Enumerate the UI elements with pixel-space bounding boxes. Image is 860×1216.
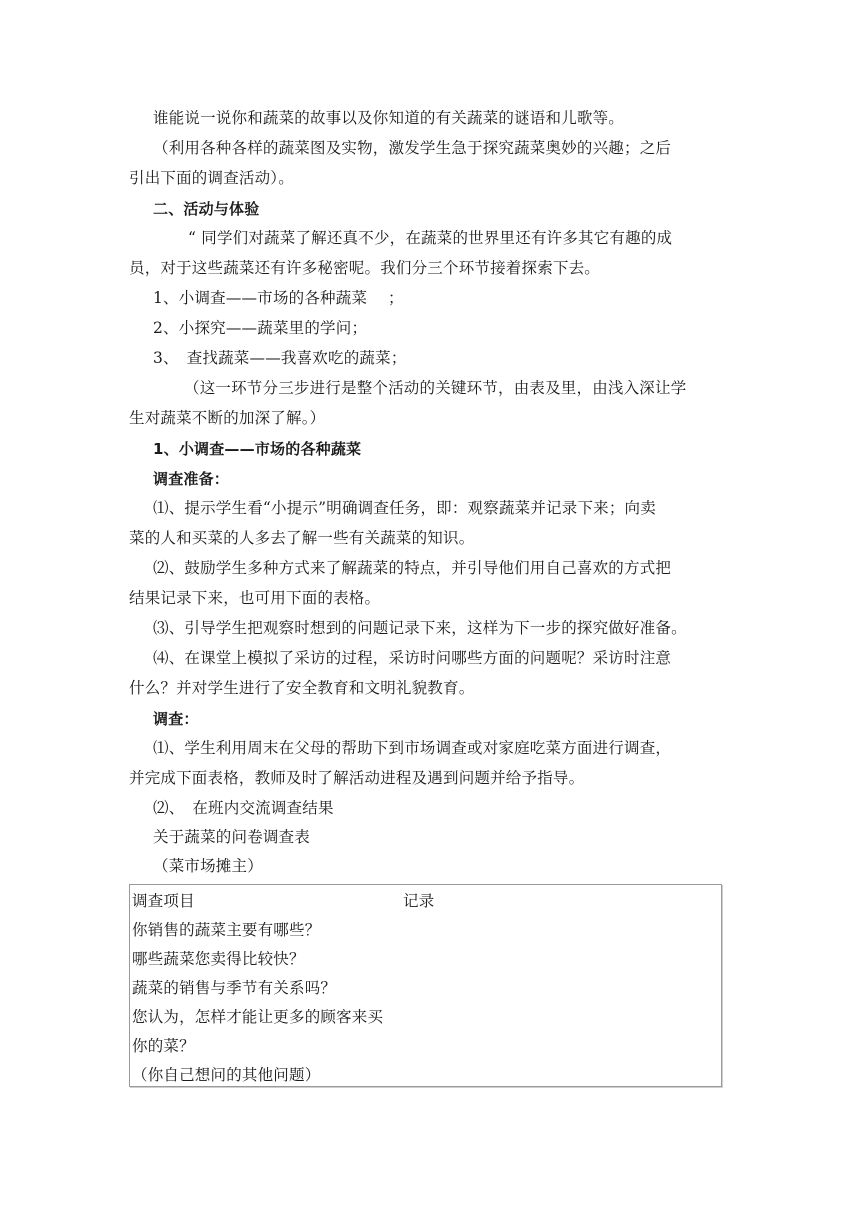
quote-line-2: 员，对于这些蔬菜还有许多秘密呢。我们分三个环节接着探索下去。 — [129, 259, 601, 277]
prep-step-1-line-2: 菜的人和买菜的人多去了解一些有关蔬菜的知识。 — [129, 529, 475, 547]
intro-question: 谁能说一说你和蔬菜的故事以及你知道的有关蔬菜的谜语和儿歌等。 — [153, 109, 625, 127]
prep-step-3: ⑶、引导学生把观察时想到的问题记录下来，这样为下一步的探究做好准备。 — [153, 619, 687, 637]
table-row: 您认为，怎样才能让更多的顾客来买 — [132, 1008, 384, 1026]
prep-step-2-line-2: 结果记录下来，也可用下面的表格。 — [129, 589, 381, 607]
table-header-record: 记录 — [403, 892, 435, 910]
heading-preparation: 调查准备： — [153, 470, 230, 488]
note2-line-2: 生对蔬菜不断的加深了解。） — [129, 409, 326, 427]
survey-step-1-line-2: 并完成下面表格，教师及时了解活动进程及遇到问题并给予指导。 — [129, 769, 585, 787]
survey-step-2: ⑵、 在班内交流调查结果 — [153, 799, 334, 817]
list-item-3: 3、 查找蔬菜——我喜欢吃的蔬菜； — [153, 349, 407, 367]
heading-survey: 调查： — [153, 710, 199, 728]
list-item-2: 2、小探究——蔬菜里的学问； — [153, 319, 368, 337]
table-title: 关于蔬菜的问卷调查表 — [153, 828, 311, 846]
survey-step-1-line-1: ⑴、学生利用周末在父母的帮助下到市场调查或对家庭吃菜方面进行调查， — [153, 739, 672, 757]
table-subtitle: （菜市场摊主） — [153, 857, 263, 875]
table-header-item: 调查项目 — [132, 892, 195, 910]
table-row: （你自己想问的其他问题） — [132, 1066, 321, 1084]
survey-table — [129, 884, 722, 1087]
table-row: 哪些蔬菜您卖得比较快？ — [132, 950, 305, 968]
prep-step-1-line-1: ⑴、提示学生看“小提示”明确调查任务，即：观察蔬菜并记录下来；向卖 — [153, 499, 656, 517]
section-heading-activity: 二、活动与体验 — [153, 200, 260, 218]
note-line-1: （利用各种各样的蔬菜图及实物，激发学生急于探究蔬菜奥妙的兴趣；之后 — [153, 139, 672, 157]
note2-line-1: （这一环节分三步进行是整个活动的关键环节，由表及里，由浅入深让学 — [184, 379, 687, 397]
prep-step-4-line-2: 什么？并对学生进行了安全教育和文明礼貌教育。 — [129, 679, 475, 697]
list-item-1: 1、小调查——市场的各种蔬菜 ； — [153, 289, 404, 307]
table-row: 你销售的蔬菜主要有哪些？ — [132, 921, 321, 939]
prep-step-4-line-1: ⑷、在课堂上模拟了采访的过程，采访时问哪些方面的问题呢？采访时注意 — [153, 649, 672, 667]
prep-step-2-line-1: ⑵、鼓励学生多种方式来了解蔬菜的特点，并引导他们用自己喜欢的方式把 — [153, 559, 672, 577]
note-line-2: 引出下面的调查活动）。 — [129, 169, 294, 187]
table-row: 蔬菜的销售与季节有关系吗？ — [132, 979, 337, 997]
quote-line-1: “ 同学们对蔬菜了解还真不少，在蔬菜的世界里还有许多其它有趣的成 — [188, 229, 673, 247]
subsection-heading-survey: 1、小调查——市场的各种蔬菜 — [153, 440, 362, 458]
table-row: 你的菜？ — [132, 1037, 195, 1055]
